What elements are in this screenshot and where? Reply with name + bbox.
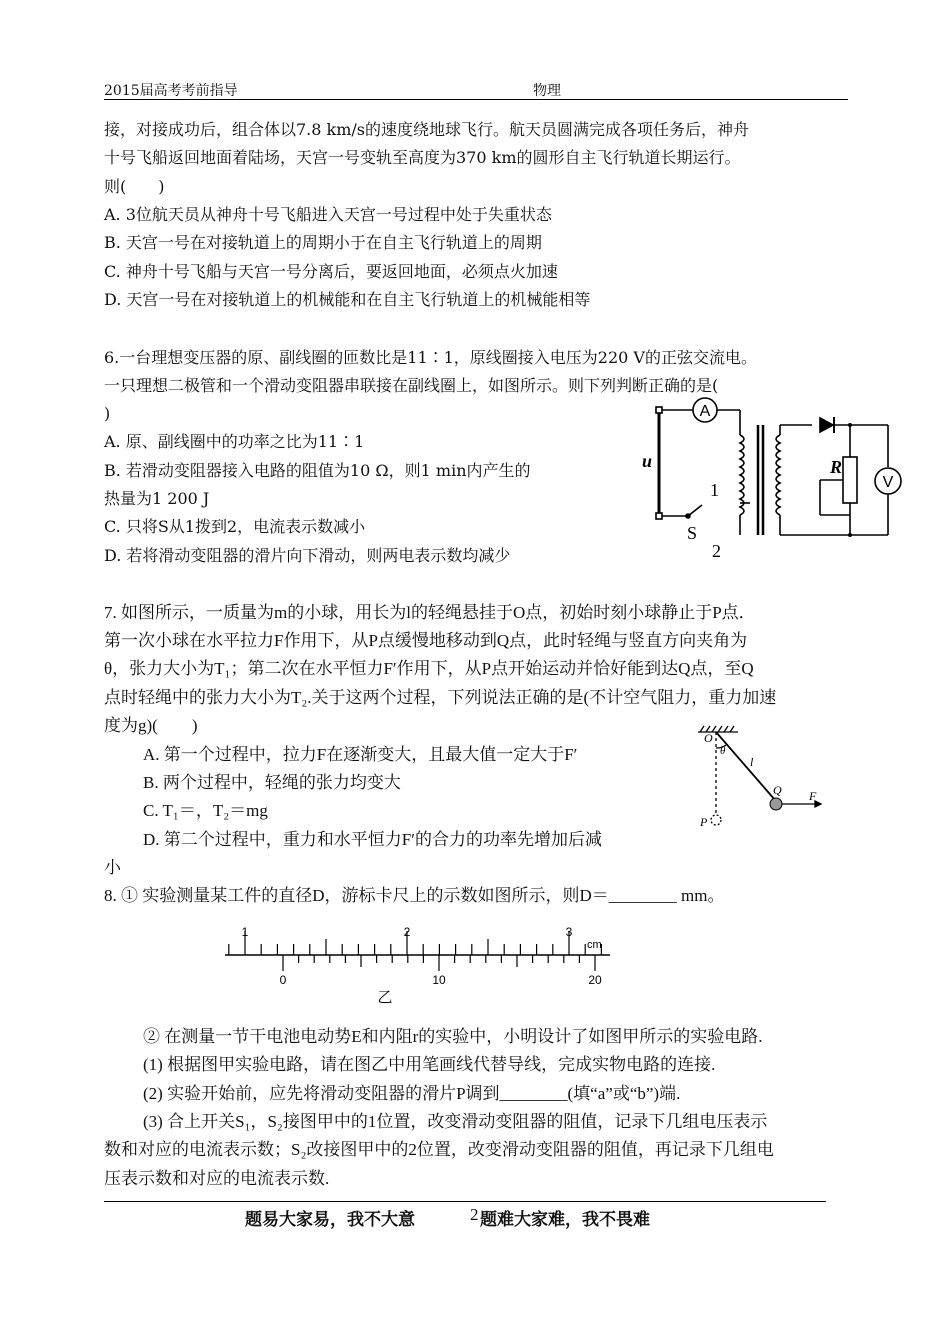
vernier-caliper-figure [225,922,615,1004]
angle-theta-label: θ [720,745,726,757]
q7-line5: 度为g)( ) [104,716,198,735]
switch-s-label: S [687,523,698,543]
main-scale-label-3: 3 [565,925,573,939]
q7-option-d-cont: 小 [104,858,121,877]
force-f-label: F [809,789,817,803]
q5-option-d: D. 天宫一号在对接轨道上的机械能和在自主飞行轨道上的机械能相等 [104,290,591,309]
q5-line1: 接，对接成功后，组合体以7.8 km/s的速度绕地球飞行。航天员圆满完成各项任务后，神舟 [104,120,750,139]
point-o-label: O [704,731,713,745]
q8-part2: ② 在测量一节干电池电动势E和内阻r的实验中，小明设计了如图甲所示的实验电路. [143,1027,763,1046]
footer-rule [104,1201,826,1202]
q6-line1: 6.一台理想变压器的原、副线圈的匝数比是11∶1，原线圈接入电压为220 V的正弦交流电。 [104,348,757,367]
switch-pos1-label: 1 [710,480,719,500]
q8-sub3: (3) 合上开关S₁，S₂接图甲中的1位置，改变滑动变阻器的阻值，记录下几组电压表示 [143,1112,768,1131]
rheostat-r-label: R [830,457,843,477]
q6-option-a: A. 原、副线圈中的功率之比为11∶1 [104,432,365,451]
header-subject: 物理 [533,83,561,99]
figure-caption: 乙 [377,988,393,1004]
header-rule [104,99,848,100]
point-p-label: P [700,815,708,829]
q8-sub1: (1) 根据图甲实验电路，请在图乙中用笔画线代替导线，完成实物电路的连接. [143,1055,716,1074]
q6-line2: 一只理想二极管和一个滑动变阻器串联接在副线圈上，如图所示。则下列判断正确的是( [104,376,719,395]
q5-option-a: A. 3位航天员从神舟十号飞船进入天宫一号过程中处于失重状态 [104,205,552,224]
q8-sub2: (2) 实验开始前，应先将滑动变阻器的滑片P调到________(填“a”或“b”)端. [143,1084,681,1103]
q7-option-a: A. 第一个过程中，拉力F在逐渐变大，且最大值一定大于F′ [143,745,578,764]
q8-sub3-cont1: 数和对应的电流表示数；S₂改接图甲中的2位置，改变滑动变阻器的阻值，再记录下几组电 [104,1140,774,1159]
q6-line3: ) [104,404,111,423]
main-scale-label-1: 1 [241,925,249,939]
vernier-label-20: 20 [588,973,602,987]
q5-line2: 十号飞船返回地面着陆场，天宫一号变轨至高度为370 km的圆形自主飞行轨道长期运行。 [104,148,741,167]
q6-option-d: D. 若将滑动变阻器的滑片向下滑动，则两电表示数均减少 [104,546,511,565]
q7-option-b: B. 两个过程中，轻绳的张力均变大 [143,773,401,792]
q8-sub3-cont2: 压表示数和对应的电流表示数. [104,1169,330,1188]
q7-line1: 7. 如图所示，一质量为m的小球，用长为l的轻绳悬挂于O点，初始时刻小球静止于P点． [104,603,756,622]
footer-motto-right: 题难大家难，我不畏难 [480,1210,650,1230]
q5-option-c: C. 神舟十号飞船与天宫一号分离后，要返回地面，必须点火加速 [104,262,558,281]
length-l-label: l [750,755,754,769]
transformer-circuit-figure [640,395,910,570]
unit-cm-label: cm [587,939,602,951]
point-q-label: Q [773,783,782,797]
voltmeter-label: V [882,474,894,491]
q7-line2: 第一次小球在水平拉力F作用下，从P点缓慢地移动到Q点，此时轻绳与竖直方向夹角为 [104,631,748,650]
main-scale-label-2: 2 [403,925,411,939]
footer-motto-left: 题易大家易，我不大意 [245,1210,415,1230]
q5-option-b: B. 天宫一号在对接轨道上的周期小于在自主飞行轨道上的周期 [104,233,542,252]
q6-option-b-cont: 热量为1 200 J [104,489,210,508]
q7-option-c: C. T₁＝，T₂＝mg [143,801,268,820]
vernier-label-10: 10 [432,973,446,987]
q6-option-b: B. 若滑动变阻器接入电路的阻值为10 Ω，则1 min内产生的 [104,461,531,480]
voltage-u-label: u [642,451,653,471]
page-number: 2 [470,1205,479,1224]
ammeter-label: A [699,403,711,420]
q7-line3: θ，张力大小为T₁；第二次在水平恒力F′作用下，从P点开始运动并恰好能到达Q点，至Q [104,659,754,678]
q6-option-c: C. 只将S从1拨到2，电流表示数减小 [104,517,366,536]
q8-line1: 8. ① 实验测量某工件的直径D，游标卡尺上的示数如图所示，则D＝________ mm。 [104,886,725,905]
header-title: 2015届高考考前指导 [104,83,238,99]
vernier-label-0: 0 [279,973,287,987]
q7-option-d: D. 第二个过程中，重力和水平恒力F′的合力的功率先增加后减 [143,830,602,849]
q7-line4: 点时轻绳中的张力大小为T₂.关于这两个过程，下列说法正确的是(不计空气阻力，重力加速 [104,688,777,707]
q5-line3: 则( ) [104,177,165,196]
switch-pos2-label: 2 [712,541,721,561]
pendulum-figure [690,722,840,837]
